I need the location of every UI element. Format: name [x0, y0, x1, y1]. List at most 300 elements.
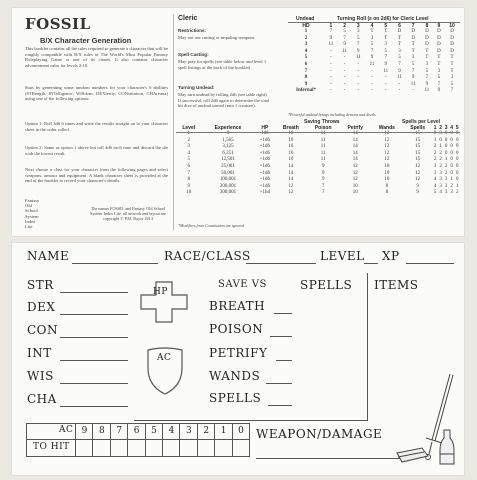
- advancement-cell: 12: [288, 190, 294, 196]
- restrictions-heading: Restrictions:: [178, 28, 207, 33]
- advancement-cell: 16: [288, 144, 294, 150]
- turning-hd-header: HD: [302, 23, 310, 29]
- turning-roll-cell: -: [398, 88, 401, 94]
- turning-roll-cell: -: [330, 68, 332, 74]
- name-field[interactable]: [72, 263, 158, 264]
- int-field[interactable]: [60, 360, 128, 361]
- turning-roll-cell: T: [397, 35, 401, 41]
- advancement-cell: +1d6: [259, 144, 270, 150]
- turning-hd-cell: 2: [304, 35, 308, 41]
- advancement-table-row: [176, 177, 460, 184]
- advancement-cell: 9: [321, 170, 325, 176]
- turning-roll-cell: T: [450, 55, 454, 61]
- turning-roll-cell: -: [357, 81, 360, 87]
- turning-roll-cell: -: [343, 68, 346, 74]
- int-label: INT: [27, 346, 52, 360]
- turning-roll-cell: -: [330, 55, 332, 61]
- turning-roll-cell: 3: [370, 35, 374, 41]
- turning-hd-cell: 3: [304, 42, 308, 48]
- turning-roll-cell: -: [343, 55, 346, 61]
- character-sheet: [12, 243, 464, 475]
- turning-roll-cell: 5: [343, 29, 346, 34]
- turning-hd-cell: Infernal*: [296, 88, 316, 94]
- equipment-illustration: [392, 368, 462, 468]
- race-class-field[interactable]: [246, 263, 316, 264]
- advancement-cell: 2: [439, 163, 442, 169]
- column-divider: [173, 14, 174, 230]
- advancement-cell: +1d6: [259, 177, 270, 183]
- advancement-table-row: [176, 184, 460, 191]
- str-label: STR: [27, 278, 54, 292]
- advancement-cell: 2: [450, 183, 453, 189]
- advancement-cell: 10: [384, 163, 390, 169]
- race-class-label: RACE/CLASS: [164, 249, 251, 263]
- advancement-cell: 0: [455, 144, 459, 150]
- advancement-cell: 300,001: [219, 190, 237, 196]
- turning-table-row: [288, 62, 460, 69]
- to-hit-input-cell[interactable]: [162, 439, 180, 456]
- advancement-cell: +1d6: [259, 163, 270, 169]
- turning-level-header: 5: [384, 23, 388, 29]
- advancement-cell: 1,565: [222, 137, 234, 143]
- advancement-table-row: [176, 190, 460, 197]
- advancement-cell: 11: [320, 144, 326, 150]
- advancement-cell: 0: [450, 131, 453, 136]
- advancement-header-cell: Spells: [410, 125, 425, 131]
- turning-roll-cell: 7: [450, 88, 454, 94]
- turning-roll-cell: 9: [425, 81, 429, 87]
- turning-roll-cell: D: [397, 29, 402, 34]
- turning-table-undead-header: Undead: [296, 16, 315, 22]
- class-heading: Cleric: [178, 15, 198, 22]
- advancement-cell: 2: [444, 170, 448, 176]
- turning-level-header: 2: [343, 23, 346, 29]
- turning-hd-cell: 4: [304, 48, 308, 54]
- turning-undead-text: May turn undead by rolling 2d6 (see table right). If successful, roll 2d6 again to determine the total hit dice of undead turned (min 1 creature).: [178, 92, 270, 109]
- advancement-cell: 3: [444, 177, 448, 183]
- turning-table-row: [288, 75, 460, 82]
- advancement-cell: 12: [384, 157, 390, 163]
- wands-field[interactable]: [266, 383, 292, 384]
- turning-roll-cell: 7: [343, 35, 346, 41]
- turning-roll-cell: 3: [398, 48, 401, 54]
- advancement-cell: 10: [186, 190, 192, 196]
- advancement-cell: 11: [320, 157, 326, 163]
- advancement-cell: 10: [352, 190, 358, 196]
- turning-roll-cell: -: [357, 88, 360, 94]
- turning-roll-cell: 7: [329, 29, 333, 34]
- advancement-cell: 1: [450, 177, 453, 183]
- turning-level-header: 10: [449, 23, 455, 29]
- turning-hd-cell: 1: [304, 29, 308, 34]
- poison-label: POISON: [209, 322, 264, 336]
- turning-table-row: [288, 69, 460, 76]
- con-label: CON: [27, 323, 59, 337]
- restrictions-text: May not use cutting or impaling weapons.: [178, 35, 256, 40]
- turning-roll-cell: D: [437, 35, 441, 41]
- spells-area[interactable]: [300, 293, 364, 418]
- turning-roll-cell: T: [397, 42, 401, 48]
- turning-roll-cell: 11: [383, 68, 389, 74]
- turning-roll-cell: -: [371, 68, 373, 74]
- advancement-cell: 7: [321, 183, 325, 189]
- advancement-cell: 12: [415, 163, 421, 169]
- advancement-cell: 9: [416, 183, 419, 189]
- ac-row-label: AC: [59, 425, 74, 435]
- turning-table-row: [288, 82, 460, 89]
- turning-roll-cell: T: [384, 29, 388, 34]
- to-hit-table: [26, 423, 250, 457]
- turning-roll-cell: -: [343, 61, 346, 67]
- turning-roll-cell: 5: [450, 81, 454, 87]
- turning-roll-cell: 11: [424, 88, 430, 94]
- advancement-cell: 12: [415, 177, 421, 183]
- advancement-cell: 15: [415, 157, 421, 163]
- to-hit-input-cell[interactable]: [179, 439, 197, 456]
- advancement-cell: 15: [415, 144, 421, 150]
- advancement-cell: 12: [384, 137, 390, 143]
- turning-roll-cell: -: [357, 75, 360, 81]
- to-hit-row-label: TO HIT: [33, 442, 70, 452]
- advancement-cell: 0: [439, 131, 442, 136]
- advancement-cell: 14: [352, 157, 358, 163]
- advancement-cell: 10: [384, 170, 390, 176]
- advancement-cell: 10: [352, 183, 358, 189]
- advancement-header-cell: 1: [433, 125, 437, 131]
- advancement-table-footnote: *Modifiers from Constitution are ignored: [178, 223, 245, 228]
- to-hit-input-cell[interactable]: [145, 439, 163, 456]
- turning-roll-cell: -: [330, 61, 332, 67]
- advancement-header-cell: 5: [455, 125, 459, 131]
- advancement-cell: 2: [439, 150, 442, 156]
- turning-level-header: 6: [398, 23, 401, 29]
- advancement-table-row: [176, 138, 460, 145]
- to-hit-input-cell[interactable]: [197, 439, 215, 456]
- advancement-cell: 12: [415, 170, 421, 176]
- advancement-cell: 15: [415, 131, 421, 136]
- advancement-cell: 1: [444, 157, 448, 163]
- turning-roll-cell: T: [411, 48, 415, 54]
- ac-value-cell: 2: [197, 424, 215, 439]
- turning-roll-cell: 5: [384, 48, 387, 54]
- advancement-cell: 12: [352, 177, 358, 183]
- advancement-cell: 2: [433, 144, 437, 150]
- advancement-table-row: [176, 151, 460, 158]
- acronym-list: [25, 198, 65, 229]
- spells-save-field[interactable]: [268, 405, 292, 406]
- ac-value-cells: [75, 424, 249, 456]
- turning-roll-cell: D: [425, 35, 429, 41]
- turning-roll-cell: -: [398, 81, 401, 87]
- booklet-subtitle: B/X Character Generation: [40, 36, 132, 45]
- turning-roll-cell: -: [412, 88, 414, 94]
- turning-roll-cell: T: [370, 29, 374, 34]
- poison-field[interactable]: [270, 336, 292, 337]
- advancement-header-cell: 2: [439, 125, 442, 131]
- advancement-cell: 12: [288, 183, 294, 189]
- advancement-cell: 0: [444, 131, 448, 136]
- turning-roll-cell: D: [450, 29, 454, 34]
- advancement-cell: 15: [415, 150, 421, 156]
- turning-roll-cell: 5: [425, 68, 429, 74]
- ac-value-cell: 9: [75, 424, 93, 439]
- petrify-field[interactable]: [276, 360, 292, 361]
- turning-roll-cell: 3: [450, 75, 454, 81]
- acronym-word: Old: [25, 203, 32, 209]
- turning-roll-cell: T: [425, 55, 429, 61]
- advancement-cell: 2: [444, 163, 448, 169]
- ac-value-cell: 3: [179, 424, 197, 439]
- turning-roll-cell: 7: [384, 55, 387, 61]
- advancement-cell: 6: [187, 163, 190, 169]
- option2-paragraph: Option 2: Same as option 1 above but roll 4d6 each time and discard the die with the lowest result.: [25, 145, 168, 156]
- advancement-cell: 0: [450, 163, 453, 169]
- turning-roll-cell: -: [343, 88, 346, 94]
- advancement-cell: 100,001: [219, 177, 237, 183]
- turning-roll-cell: D: [437, 42, 441, 48]
- advancement-cell: 12: [384, 144, 390, 150]
- advancement-cell: 2: [439, 157, 442, 163]
- advancement-cell: 0: [455, 177, 459, 183]
- xp-label: XP: [382, 249, 400, 263]
- turning-roll-cell: -: [330, 75, 332, 81]
- turning-roll-cell: D: [450, 48, 454, 54]
- advancement-cell: 9: [416, 190, 419, 196]
- turning-roll-cell: D: [450, 42, 454, 48]
- advancement-table-row: [176, 157, 460, 164]
- ac-label: AC: [157, 353, 172, 363]
- items-area[interactable]: [374, 293, 458, 373]
- advancement-header-cell: 3: [444, 125, 448, 131]
- advancement-table-row: [176, 144, 460, 151]
- advancement-cell: 3: [433, 170, 437, 176]
- turning-roll-cell: 5: [398, 55, 401, 61]
- wis-label: WIS: [27, 369, 54, 383]
- spell-casting-heading: Spell Casting:: [178, 52, 209, 57]
- advancement-cell: 12: [384, 150, 390, 156]
- turning-roll-cell: 11: [328, 42, 334, 48]
- turning-roll-cell: 3: [425, 61, 429, 67]
- advancement-cell: 6,251: [222, 150, 234, 156]
- advancement-header-cell: Wands: [378, 125, 395, 131]
- ac-value-cell: 5: [145, 424, 163, 439]
- advancement-cell: 1: [455, 183, 459, 189]
- advancement-cell: 2: [433, 157, 437, 163]
- advancement-cell: 8: [187, 177, 190, 183]
- advancement-cell: 11: [320, 137, 326, 143]
- turning-roll-cell: D: [425, 29, 429, 34]
- turning-roll-cell: D: [450, 35, 454, 41]
- advancement-cell: 1: [439, 144, 442, 150]
- turning-roll-cell: 9: [411, 75, 415, 81]
- wis-field[interactable]: [60, 383, 128, 384]
- turning-roll-cell: 7: [370, 48, 374, 54]
- advancement-cell: 25,001: [221, 163, 235, 169]
- advancement-cell: 9: [321, 163, 325, 169]
- spells-items-divider: [367, 273, 368, 421]
- advancement-cell: 14: [288, 163, 294, 169]
- advancement-cell: 12: [352, 163, 358, 169]
- advancement-cell: 9: [321, 177, 325, 183]
- turning-roll-cell: 9: [437, 88, 441, 94]
- turning-table-row: [288, 88, 460, 95]
- advancement-cell: +1hd: [259, 190, 270, 196]
- level-field[interactable]: [364, 263, 378, 264]
- advancement-cell: 14: [352, 137, 358, 143]
- turning-roll-cell: 7: [437, 81, 441, 87]
- option1-paragraph: Option 1: Roll 3d6 6 times and write the results straight on to your character sheet in the order rolled.: [25, 121, 168, 132]
- advancement-cell: 3: [439, 177, 442, 183]
- advancement-cell: 12: [352, 170, 358, 176]
- ac-value-cell: 7: [110, 424, 128, 439]
- advancement-cell: 16: [288, 157, 294, 163]
- dex-label: DEX: [27, 300, 56, 314]
- advancement-header-cell: HP: [261, 125, 269, 131]
- advancement-cell: +1d6: [259, 150, 270, 156]
- name-label: NAME: [27, 249, 70, 263]
- hp-label: HP: [153, 287, 168, 297]
- turning-roll-cell: -: [330, 88, 332, 94]
- ac-value-cell: 1: [214, 424, 232, 439]
- turning-roll-cell: 11: [342, 48, 347, 54]
- str-field[interactable]: [60, 292, 128, 293]
- advancement-table-rule: [176, 132, 460, 133]
- advancement-cell: 3: [433, 163, 437, 169]
- turning-roll-cell: 7: [411, 68, 415, 74]
- turning-roll-cell: D: [437, 29, 441, 34]
- advancement-cell: 0: [455, 131, 459, 136]
- turning-table-caption: Turning Roll (≥ on 2d6) for Cleric Level: [337, 16, 429, 22]
- to-hit-input-cell[interactable]: [92, 439, 110, 456]
- acronym-word: Fantasy: [25, 198, 40, 203]
- to-hit-input-cell[interactable]: [127, 439, 145, 456]
- class-choice-paragraph: Next choose a class for your character from the following pages and select weapons, armour and equipment. A blank character sheet is provided at the end of the booklet to record your character's details.: [25, 167, 168, 184]
- turning-roll-cell: -: [371, 81, 373, 87]
- con-field[interactable]: [60, 337, 128, 338]
- turning-roll-cell: -: [357, 61, 360, 67]
- advancement-table: [176, 125, 460, 197]
- turning-hd-cell: 5: [304, 55, 308, 61]
- advancement-cell: 2: [433, 150, 437, 156]
- spells-save-label: SPELLS: [209, 391, 262, 405]
- turning-level-header: 1: [329, 23, 333, 29]
- advancement-cell: 0: [450, 150, 453, 156]
- acronym-word: System: [25, 213, 39, 219]
- turning-roll-cell: T: [437, 55, 441, 61]
- advancement-header-cell: Petrify: [347, 125, 364, 131]
- saving-throws-caption: Saving Throws: [304, 119, 340, 125]
- turning-roll-cell: 3: [357, 29, 360, 34]
- to-hit-input-cell[interactable]: [110, 439, 128, 456]
- turning-roll-cell: 5: [357, 35, 360, 41]
- acronym-word: School: [25, 208, 38, 214]
- dex-field[interactable]: [60, 314, 128, 315]
- to-hit-input-cell[interactable]: [75, 439, 93, 456]
- turning-roll-cell: 11: [410, 81, 416, 87]
- advancement-cell: 14: [352, 150, 358, 156]
- turning-table-row: [288, 29, 460, 36]
- turning-roll-cell: T: [411, 42, 415, 48]
- advancement-cell: 9: [187, 183, 190, 189]
- advancement-cell: 3: [439, 183, 442, 189]
- advancement-cell: 3,125: [222, 144, 234, 150]
- turning-roll-cell: -: [357, 68, 360, 74]
- acronym-word: Lite: [25, 224, 33, 230]
- booklet-title: FOSSIL: [25, 15, 91, 33]
- advancement-cell: 8: [385, 190, 389, 196]
- advancement-cell: 1d6: [261, 131, 269, 136]
- advancement-cell: 2: [455, 190, 459, 196]
- wands-label: WANDS: [209, 369, 261, 383]
- advancement-cell: 1: [433, 137, 437, 143]
- cha-field[interactable]: [60, 406, 128, 407]
- ac-value-cell: 8: [92, 424, 110, 439]
- turning-hd-cell: 9: [304, 81, 308, 87]
- turning-roll-cell: -: [384, 81, 387, 87]
- ac-value-cell: 6: [127, 424, 145, 439]
- advancement-cell: +1d6: [259, 170, 270, 176]
- turning-roll-cell: 9: [357, 48, 360, 54]
- advancement-cell: 4: [439, 190, 442, 196]
- save-vs-heading: SAVE VS: [218, 279, 267, 290]
- advancement-cell: 0: [450, 144, 453, 150]
- turning-roll-cell: -: [384, 75, 387, 81]
- turning-roll-cell: 5: [411, 61, 415, 67]
- advancement-table-row: [176, 171, 460, 178]
- turning-roll-cell: 9: [398, 68, 401, 74]
- turning-table-row: [288, 42, 460, 49]
- advancement-header-cell: Breath: [282, 125, 299, 131]
- breath-field[interactable]: [274, 313, 292, 314]
- turning-roll-cell: D: [411, 35, 415, 41]
- advancement-cell: +1d6: [259, 137, 270, 143]
- turning-level-header: 9: [437, 23, 441, 29]
- advancement-cell: 1: [187, 131, 190, 136]
- advancement-cell: 3: [444, 190, 448, 196]
- turning-roll-cell: -: [330, 81, 332, 87]
- turning-roll-cell: 7: [398, 61, 401, 67]
- advancement-cell: 3: [187, 144, 190, 150]
- turning-table-row: [288, 36, 460, 43]
- to-hit-input-cell[interactable]: [232, 439, 250, 456]
- turning-table-footnote: *Powerful undead beings including demons and devils.: [288, 112, 377, 117]
- advancement-cell: 2: [187, 137, 190, 143]
- to-hit-input-cell[interactable]: [214, 439, 232, 456]
- turning-roll-cell: 11: [397, 75, 402, 81]
- advancement-cell: 14: [352, 131, 358, 136]
- xp-field[interactable]: [406, 263, 454, 264]
- advancement-cell: 12,501: [221, 157, 235, 163]
- turning-roll-cell: -: [384, 88, 387, 94]
- advancement-table-row: [176, 164, 460, 171]
- advancement-cell: 0: [455, 157, 459, 163]
- ac-value-cell: 4: [162, 424, 180, 439]
- advancement-cell: 4: [187, 150, 190, 156]
- turning-table-row: [288, 55, 460, 62]
- turning-hd-cell: 8: [304, 75, 308, 81]
- ability-method-paragraph: Start by generating some random numbers for your character's 6 abilities (STRength, INTelligence, WISdom, DEXterity, CONstitution, CHArisma) using one of the following options:: [25, 85, 168, 102]
- advancement-cell: 8: [385, 183, 389, 189]
- advancement-cell: 0: [444, 144, 448, 150]
- advancement-cell: 16: [288, 150, 294, 156]
- spells-per-level-caption: Spells per Level: [402, 119, 441, 125]
- advancement-cell: 12: [384, 131, 390, 136]
- acronym-word: Index: [25, 218, 36, 224]
- turning-table: [288, 23, 460, 95]
- turning-roll-cell: 9: [343, 42, 346, 48]
- advancement-cell: 16: [288, 137, 294, 143]
- advancement-cell: 7: [187, 170, 190, 176]
